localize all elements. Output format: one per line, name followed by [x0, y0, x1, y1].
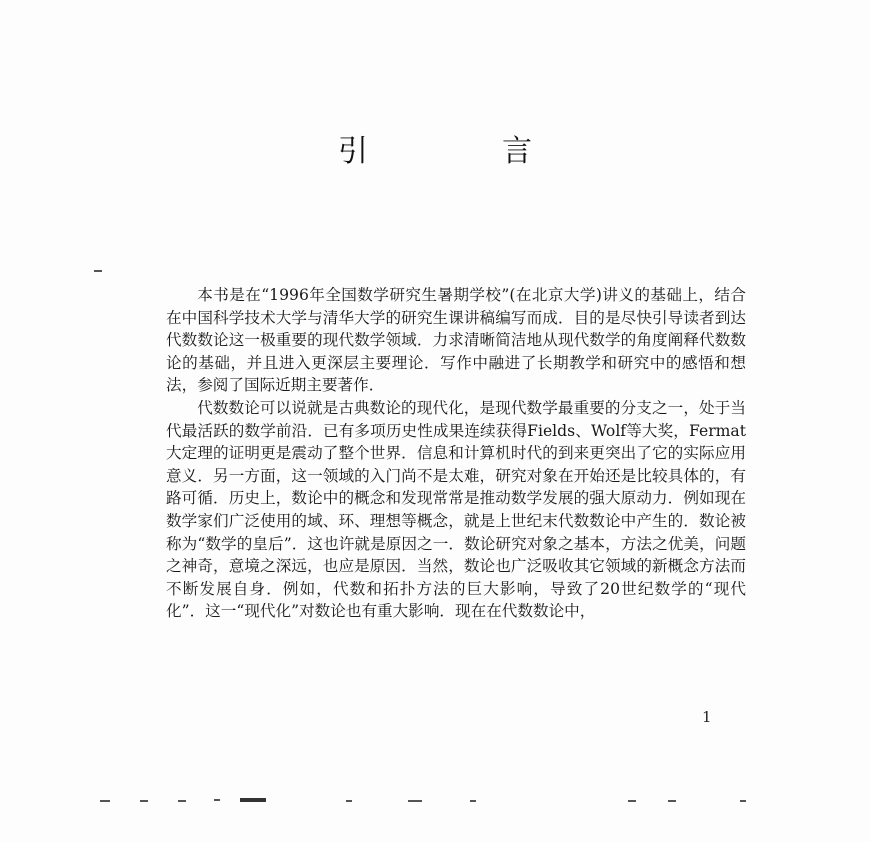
- paragraph: 本书是在“1996年全国数学研究生暑期学校”(在北京大学)讲义的基础上，结合在中国科学技术大学与清华大学的研究生课讲稿编写而成．目的是尽快引导读者到达代数数论这一极重要的现代数学领域．力求清晰简洁地从现代数学的角度阐释代数数论的基础，并且进入更深层主要理论．写作中融进了长期教学和研究中的感悟和想法，参阅了国际近期主要著作．: [166, 286, 746, 395]
- scan-mark: [740, 800, 746, 802]
- scan-mark: [94, 270, 102, 272]
- paragraph: 代数数论可以说就是古典数论的现代化，是现代数学最重要的分支之一，处于当代最活跃的数学前沿．已有多项历史性成果连续获得Fields、Wolf等大奖，Fermat大定理的证明更是震动了整个世界．信息和计算机时代的到来更突出了它的实际应用意义．另一方面，这一领域的入门尚不是太难，研究对象在开始还是比较具体的，有路可循．历史上，数论中的概念和发现常常是推动数学发展的强大原动力．例如现在数学家们广泛使用的域、环、理想等概念，就是上世纪末代数数论中产生的．数论被称为“数学的皇后”．这也许就是原因之一．数论研究对象之基本，方法之优美，问题之神奇，意境之深远，也应是原因．当然，数论也广泛吸收其它领域的新概念方法而不断发展自身．例如，代数和拓扑方法的巨大影响，导致了20世纪数学的“现代化”．这一“现代化”对数论也有重大影响．现在在代数数论中，: [166, 398, 746, 621]
- scan-mark: [628, 800, 636, 802]
- scan-mark: [240, 798, 266, 802]
- chapter-title: 引 言: [338, 134, 584, 169]
- body-text: [166, 284, 746, 623]
- scan-mark: [470, 800, 476, 802]
- scan-mark: [140, 800, 148, 802]
- page-number: 1: [702, 708, 712, 726]
- scan-mark: [100, 800, 110, 802]
- scan-mark: [408, 800, 422, 802]
- scan-mark: [346, 800, 352, 802]
- scan-mark: [178, 800, 186, 802]
- scan-mark: [668, 800, 676, 802]
- scan-mark: [214, 799, 220, 801]
